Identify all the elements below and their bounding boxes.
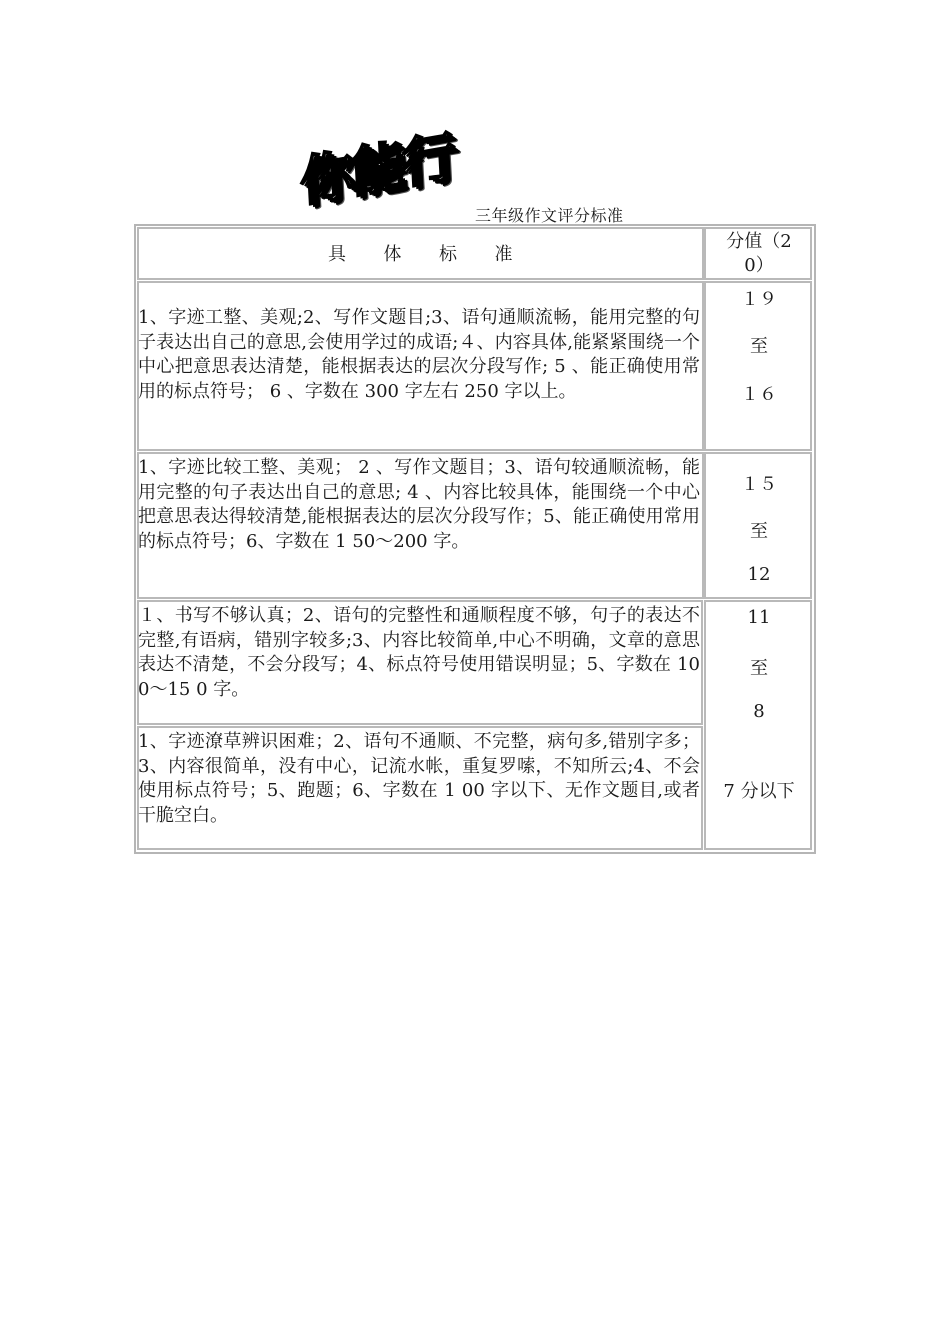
- score-1-low: １６: [741, 384, 777, 405]
- document-subtitle: 三年级作文评分标准: [475, 206, 624, 225]
- score-1-high: １９: [741, 289, 777, 310]
- score-2-high: １５: [741, 474, 777, 495]
- criteria-text-1: 1、字迹工整、美观;2、写作文题目;3、语句通顺流畅，能用完整的句子表达出自己的意思,会使用学过的成语;４、内容具体,能紧紧围绕一个中心把意思表达清楚，能根据表达的层次分段写作; 5 、能正确使用常用的标点符号； 6 、字数在 300 字左右 250 字以上。: [138, 307, 700, 402]
- criteria-header: 具 体 标 准: [328, 244, 513, 265]
- score-header-line-1: 分值（2: [726, 231, 792, 252]
- criteria-text-3: １、书写不够认真；2、语句的完整性和通顺程度不够，句子的表达不完整,有语病，错别字较多;3、内容比较简单,中心不明确，文章的意思表达不清楚，不会分段写；4、标点符号使用错误明显；5、字数在 100～15 0 字。: [138, 605, 700, 700]
- score-header: [706, 230, 812, 278]
- criteria-text-4: 1、字迹潦草辨识困难；2、语句不通顺、不完整，病句多,错别字多；3、内容很简单，没有中心，记流水帐，重复罗嗦，不知所云;4、不会使用标点符号；5、跑题；6、字数在 1 00 字以下、无作文题目,或者干脆空白。: [138, 731, 700, 826]
- score-1-to: 至: [750, 336, 768, 357]
- wordart-title: 你能行: [298, 124, 455, 215]
- score-2-low: 12: [747, 564, 771, 585]
- score-header-line-2: 0）: [744, 255, 774, 276]
- score-3-high: 11: [747, 607, 771, 628]
- score-3-low: 8: [753, 701, 765, 722]
- criteria-text-2: 1、字迹比较工整、美观； 2 、写作文题目；3、语句较通顺流畅，能用完整的句子表达出自己的意思; 4 、内容比较具体，能围绕一个中心把意思表达得较清楚,能根据表达的层次分段写作；5、能正确使用常用的标点符号；6、字数在 1 50～200 字。: [138, 457, 700, 552]
- score-2-to: 至: [750, 521, 768, 542]
- score-3-to: 至: [750, 658, 768, 679]
- score-4: 7 分以下: [723, 781, 795, 802]
- score-cell-3-4: [704, 600, 812, 850]
